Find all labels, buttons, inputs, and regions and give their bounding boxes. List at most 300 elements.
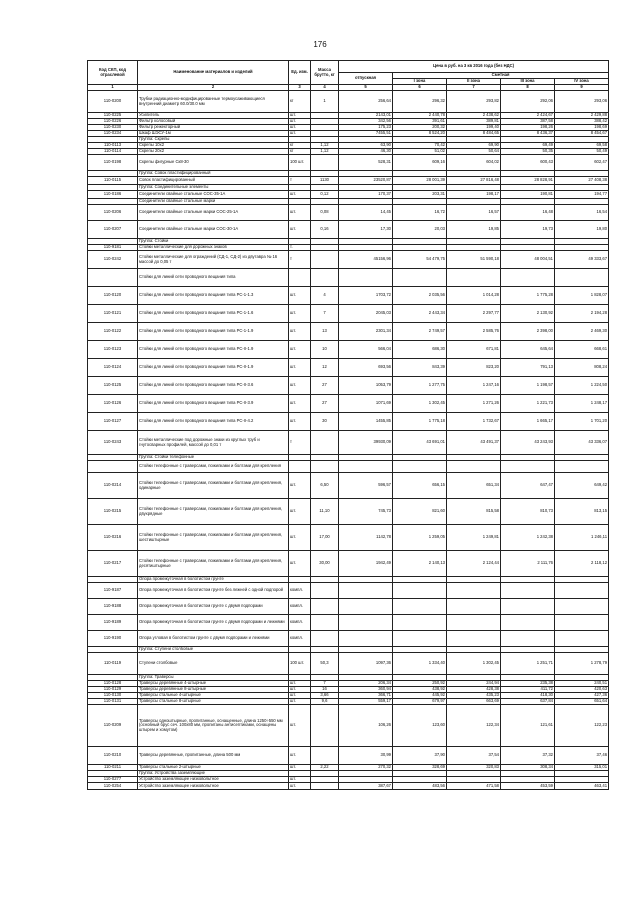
column-number: 1 (88, 85, 138, 91)
cell-name: Траверсы деревянные 4-штырные (138, 681, 289, 687)
cell-name: Стойки для линий сети проводного вещания типа РС-II-1.9 (138, 359, 289, 377)
cell-p9: 194,77 (555, 191, 609, 199)
cell-p9: 420,63 (555, 687, 609, 693)
cell-p8: 600,43 (501, 155, 555, 171)
cell-p6: 70,42 (393, 143, 447, 149)
cell-p7: 27 816,48 (447, 177, 501, 185)
cell-p6: 686,30 (393, 341, 447, 359)
cell-code: 110-0129 (88, 687, 138, 693)
cell-p6: 821,60 (393, 499, 447, 525)
cell-p7: 19,85 (447, 221, 501, 239)
cell-code: 110-0209 (88, 705, 138, 747)
cell-p6: 28 001,39 (393, 177, 447, 185)
cell-p8: 190,81 (501, 191, 555, 199)
cell-p6 (393, 583, 447, 599)
cell-p8 (501, 615, 555, 631)
cell-p6: 2 140,13 (393, 551, 447, 577)
cell-p6: 2 440,78 (393, 113, 447, 119)
cell-p7: 2 585,76 (447, 323, 501, 341)
cell-name: Стойки для линий сети проводного вещания типа РС-II-3.6 (138, 377, 289, 395)
cell-p6: 391,61 (393, 119, 447, 125)
cell-unit: 100 шт. (289, 653, 311, 675)
cell-code: 110-0207 (88, 221, 138, 239)
cell-p7: 671,81 (447, 341, 501, 359)
cell-code: 110-0114 (88, 149, 138, 155)
cell-p8: 418,30 (501, 693, 555, 699)
cell-mass: 12 (311, 359, 339, 377)
cell-name: Устройство заземляющее низковольтное (138, 783, 289, 790)
cell-p9: 198,69 (555, 125, 609, 131)
cell-p5: 2143,01 (339, 113, 393, 119)
cell-p8: 28 828,91 (501, 177, 555, 185)
cell-name: Группа: Совок пластифицированный (138, 171, 289, 177)
cell-code: 110-0186 (88, 191, 138, 199)
cell-mass (311, 269, 339, 287)
cell-p9: 2 194,28 (555, 305, 609, 323)
cell-p6 (393, 461, 447, 473)
cell-p8: 810,73 (501, 499, 555, 525)
table-row (88, 305, 609, 323)
cell-p6: 250,92 (393, 681, 447, 687)
cell-p5: 559,17 (339, 699, 393, 705)
cell-code: 110-9189 (88, 615, 138, 631)
cell-code: 110-0127 (88, 413, 138, 431)
cell-code: 110-0226 (88, 119, 138, 125)
cell-p7: 69,90 (447, 143, 501, 149)
cell-p5: 106,26 (339, 705, 393, 747)
cell-p7 (447, 615, 501, 631)
cell-name: Группа: Траверсы (138, 675, 289, 681)
cell-p6 (393, 615, 447, 631)
cell-p8: 647,47 (501, 473, 555, 499)
cell-p5: 693,56 (339, 359, 393, 377)
cell-unit: шт. (289, 221, 311, 239)
cell-p9: 602,47 (555, 155, 609, 171)
cell-p7: 293,82 (447, 91, 501, 113)
table-row (88, 287, 609, 305)
cell-code: 110-0115 (88, 177, 138, 185)
cell-p9: 649,42 (555, 473, 609, 499)
cell-name: Опора промежуточная в болотистом грунте с двумя подпорами (138, 599, 289, 615)
cell-p6: 2 443,34 (393, 305, 447, 323)
cell-p7: 50,64 (447, 149, 501, 155)
col-unit-header: Ед. изм. (289, 61, 311, 85)
col-name-header: Наименование материалов и изделий (138, 61, 289, 85)
cell-p9 (555, 599, 609, 615)
cell-unit: шт. (289, 205, 311, 221)
cell-p7: 1 014,28 (447, 287, 501, 305)
column-number: 5 (339, 85, 393, 91)
table-row (88, 653, 609, 675)
cell-p8 (501, 631, 555, 647)
cell-name: Опора промежуточная в болотистом грунте (138, 577, 289, 583)
cell-mass: 16 (311, 687, 339, 693)
cell-p9: 16,54 (555, 205, 609, 221)
column-number: 6 (393, 85, 447, 91)
cell-p9: 1 701,20 (555, 413, 609, 431)
cell-p5: 1071,69 (339, 395, 393, 413)
cell-name: Группа: Соединительные элементы (138, 185, 289, 191)
cell-p6: 8 524,20 (393, 131, 447, 137)
cell-p7: 1 302,45 (447, 653, 501, 675)
cell-name: Скрепы фигурные Ск8-30 (138, 155, 289, 171)
cell-p9: 315,01 (555, 765, 609, 771)
zone-3-header: III зона (501, 79, 555, 85)
cell-mass (311, 461, 339, 473)
cell-name: Стойки телефонные с траверсами, пожилками и болтами для крепления (138, 461, 289, 473)
cell-p7: 815,58 (447, 499, 501, 525)
cell-unit: шт. (289, 687, 311, 693)
cell-p5 (339, 615, 393, 631)
cell-code: 110-0122 (88, 323, 138, 341)
cell-unit: шт. (289, 341, 311, 359)
cell-name: Шкаф ШЭСУ-1м (138, 131, 289, 137)
cell-p5: 528,31 (339, 155, 393, 171)
cell-code: 110-0206 (88, 205, 138, 221)
cell-p7 (447, 599, 501, 615)
table-row (88, 747, 609, 765)
cell-p6: 54 479,75 (393, 251, 447, 269)
cell-name: Траверсы стальные 4-штырные (138, 693, 289, 699)
column-number: 3 (289, 85, 311, 91)
cell-mass: 10 (311, 341, 339, 359)
cell-name: Соединители свайные стальные марки СОС-30-1А (138, 221, 289, 239)
table-row (88, 783, 609, 790)
cell-unit: компл. (289, 631, 311, 647)
cell-p9: 813,15 (555, 499, 609, 525)
cell-p5: 1142,78 (339, 525, 393, 551)
cell-p8: 637,84 (501, 699, 555, 705)
cell-name: Стойки телефонные с траверсами, пожилками и болтами для крепления, одинарные (138, 473, 289, 499)
cell-p7: 823,20 (447, 359, 501, 377)
table-body (88, 91, 609, 790)
table-row (88, 431, 609, 455)
cell-p8: 37,32 (501, 747, 555, 765)
cell-p6 (393, 269, 447, 287)
cell-name: Стойки металлические для дорожных знаков (138, 245, 289, 251)
price-title: Цена в руб. на 3 кв 2016 года (без НДС) (339, 61, 609, 73)
cell-p7: 1 249,81 (447, 525, 501, 551)
cell-p9: 37,46 (555, 747, 609, 765)
cell-p8: 292,06 (501, 91, 555, 113)
cell-unit: т (289, 251, 311, 269)
cell-p5: 2301,34 (339, 323, 393, 341)
cell-name: Стойки металлические для ограждений (СД-1, СД-2) из двутавра № 16 массой до 0,05 т (138, 251, 289, 269)
cell-code: 110-0119 (88, 653, 138, 675)
table-row (88, 599, 609, 615)
cell-code: 110-0200 (88, 91, 138, 113)
cell-p7: 8 484,65 (447, 131, 501, 137)
cell-unit: шт. (289, 359, 311, 377)
cell-name: Группа: Скрепы (138, 137, 289, 143)
column-number: 2 (138, 85, 289, 91)
table-row (88, 705, 609, 747)
cell-p5: 596,57 (339, 473, 393, 499)
cell-unit: шт. (289, 191, 311, 199)
cell-p6: 328,69 (393, 765, 447, 771)
cell-p9: 668,61 (555, 341, 609, 359)
cell-name: Группа: Стойки телефонные (138, 455, 289, 461)
cell-p7: 37,54 (447, 747, 501, 765)
cell-p9: 19,80 (555, 221, 609, 239)
cell-p8: 1 775,28 (501, 287, 555, 305)
cell-unit: шт. (289, 525, 311, 551)
cell-code: 110-0234 (88, 131, 138, 137)
cell-p8: 1 251,71 (501, 653, 555, 675)
cell-mass: 9,6 (311, 699, 339, 705)
cell-mass: 0,12 (311, 191, 339, 199)
cell-name: Соединители свайные стальные СОС-35-1А (138, 191, 289, 199)
table-row (88, 473, 609, 499)
cell-p9: 1 248,17 (555, 395, 609, 413)
cell-name: Ступени столбовые (138, 653, 289, 675)
cell-p7: 1 247,16 (447, 377, 501, 395)
cell-p7: 435,23 (447, 693, 501, 699)
cell-unit: шт. (289, 777, 311, 783)
cell-mass: 4 (311, 287, 339, 305)
cell-p8 (501, 583, 555, 599)
cell-p8: 2 398,00 (501, 323, 555, 341)
cell-p8: 453,59 (501, 783, 555, 790)
cell-p9: 388,42 (555, 119, 609, 125)
cell-name: Фильтр режекторный (138, 125, 289, 131)
cell-mass (311, 783, 339, 790)
cell-p8: 2 130,92 (501, 305, 555, 323)
cell-p7: 43 491,37 (447, 431, 501, 455)
cell-name: Стойки для линий сети проводного вещания типа РС-1-1.9 (138, 323, 289, 341)
cell-p9 (555, 583, 609, 599)
cell-mass (311, 747, 339, 765)
cell-p9: 50,49 (555, 149, 609, 155)
cell-p5: 1942,49 (339, 551, 393, 577)
cell-unit: шт. (289, 681, 311, 687)
cell-p5: 360,94 (339, 687, 393, 693)
cell-code: 110-9188 (88, 599, 138, 615)
cell-code: 110-0128 (88, 681, 138, 687)
zone-2-header: II зона (447, 79, 501, 85)
cell-p7: 199,40 (447, 125, 501, 131)
cell-name: Стойки телефонные с траверсами, пожилками и болтами для крепления, десятиштырные (138, 551, 289, 577)
cell-p9: 240,51 (555, 681, 609, 687)
cell-code: 110-9187 (88, 583, 138, 599)
cell-code: 110-0277 (88, 777, 138, 783)
cell-p6 (393, 599, 447, 615)
cell-p7: 428,38 (447, 687, 501, 693)
cell-code: 110-0198 (88, 155, 138, 171)
cell-p6: 1 775,18 (393, 413, 447, 431)
cell-p9: 1 224,50 (555, 377, 609, 395)
cell-p7 (447, 269, 501, 287)
cell-code: 110-0215 (88, 499, 138, 525)
cell-p7: 122,34 (447, 705, 501, 747)
cell-code (88, 269, 138, 287)
cell-p6: 203,31 (393, 191, 447, 199)
cell-p6 (393, 631, 447, 647)
table-row (88, 221, 609, 239)
cell-p8: 308,34 (501, 765, 555, 771)
cell-mass: 3,66 (311, 693, 339, 699)
column-number: 9 (555, 85, 609, 91)
cell-name: Траверсы деревянные, пропитанные, длина 500 мм (138, 747, 289, 765)
table-row (88, 499, 609, 525)
cell-name: Траверсы одноштырные, пропитанные, оснащенные, длина 1250÷550 мм (основный брус сеч. 100х80 мм, пропитаны антисептиками, оснащены штырем и хомутом) (138, 705, 289, 747)
cell-name: Группа: Устройства заземляющие (138, 771, 289, 777)
cell-p7: 471,58 (447, 783, 501, 790)
cell-code: 110-0126 (88, 395, 138, 413)
cell-p9: 1 278,79 (555, 653, 609, 675)
cell-unit: шт. (289, 765, 311, 771)
cell-name: Усилитель (138, 113, 289, 119)
cell-unit: компл. (289, 583, 311, 599)
cell-p6: 2 749,57 (393, 323, 447, 341)
cell-unit: шт. (289, 395, 311, 413)
cell-p5: 256,64 (339, 91, 393, 113)
cell-p5: 46,30 (339, 149, 393, 155)
cell-p9: 293,06 (555, 91, 609, 113)
cell-name: Стойки для линий сети проводного вещания типа РС-II-1.9 (138, 341, 289, 359)
table-row (88, 377, 609, 395)
table-row (88, 155, 609, 171)
cell-p7: 320,83 (447, 765, 501, 771)
cell-mass: 7 (311, 305, 339, 323)
cell-unit: шт. (289, 113, 311, 119)
cell-p9: 122,23 (555, 705, 609, 747)
cell-mass: 1,12 (311, 143, 339, 149)
cell-mass (311, 705, 339, 747)
cell-name: Траверсы стальные 2-штырные (138, 765, 289, 771)
cell-p5: 342,56 (339, 119, 393, 125)
cell-p6: 37,90 (393, 747, 447, 765)
cell-unit: шт. (289, 783, 311, 790)
cell-p8: 8 436,37 (501, 131, 555, 137)
cell-p9: 2 469,30 (555, 323, 609, 341)
cell-p5: 270,32 (339, 765, 393, 771)
cell-code: 110-0214 (88, 473, 138, 499)
cell-name: Соединители свайные стальные марки СОС-25-1А (138, 205, 289, 221)
cell-name: Совок пластифицированный (138, 177, 289, 185)
cell-p9 (555, 615, 609, 631)
cell-code: 110-0120 (88, 287, 138, 305)
cell-name: Стойки телефонные с траверсами, пожилками и болтами для крепления, двухрядные (138, 499, 289, 525)
cell-p5: 7455,51 (339, 131, 393, 137)
cell-p7: 663,69 (447, 699, 501, 705)
cell-name: Группа: Ступени столбовые (138, 647, 289, 653)
table-row (88, 359, 609, 377)
cell-p5 (339, 461, 393, 473)
cell-p8: 645,64 (501, 341, 555, 359)
cell-mass: 11,10 (311, 499, 339, 525)
cell-unit: шт. (289, 747, 311, 765)
cell-mass: 0,08 (311, 205, 339, 221)
cell-name: Стойки для линий сети проводного вещания типа РС-II-3.9 (138, 395, 289, 413)
cell-unit: кг (289, 149, 311, 155)
table-row (88, 583, 609, 599)
zone-4-header: IV зона (555, 79, 609, 85)
cell-name: Фильтр колосовый (138, 119, 289, 125)
cell-p8 (501, 599, 555, 615)
table-row (88, 631, 609, 647)
cell-unit: шт. (289, 287, 311, 305)
cell-p7: 1 271,26 (447, 395, 501, 413)
cell-unit: шт. (289, 323, 311, 341)
cell-p9: 808,24 (555, 359, 609, 377)
cell-p6: 609,16 (393, 155, 447, 171)
cell-p6: 843,39 (393, 359, 447, 377)
cell-unit: шт. (289, 377, 311, 395)
cell-p8: 198,26 (501, 125, 555, 131)
cell-name: Опора угловая в болотистом грунте с двумя подпорами и лежнями (138, 631, 289, 647)
cell-name: Скрепы 10х2 (138, 143, 289, 149)
cell-code: 110-0243 (88, 431, 138, 455)
cell-p8: 1 221,73 (501, 395, 555, 413)
cell-p8: 235,38 (501, 681, 555, 687)
cell-p6: 123,60 (393, 705, 447, 747)
cell-unit: компл. (289, 599, 311, 615)
cell-p6: 679,97 (393, 699, 447, 705)
cell-p7: 51 590,18 (447, 251, 501, 269)
column-number: 7 (447, 85, 501, 91)
cell-p5: 23520,87 (339, 177, 393, 185)
cell-p5: 2045,03 (339, 305, 393, 323)
table-row (88, 191, 609, 199)
cell-mass: 30 (311, 413, 339, 431)
cell-p7 (447, 631, 501, 647)
cell-p6: 16,72 (393, 205, 447, 221)
cell-p8: 387,58 (501, 119, 555, 125)
cell-p5: 366,71 (339, 693, 393, 699)
table-row (88, 91, 609, 113)
cell-code: 110-0113 (88, 143, 138, 149)
cell-mass: 1 (311, 91, 339, 113)
cell-p8: 16,48 (501, 205, 555, 221)
cell-unit: кг (289, 143, 311, 149)
cell-unit: 100 шт. (289, 155, 311, 171)
cell-mass (311, 431, 339, 455)
cell-code: 110-0242 (88, 251, 138, 269)
cell-p9: 8 454,67 (555, 131, 609, 137)
cell-mass: 7 (311, 681, 339, 687)
cell-p9: 463,41 (555, 783, 609, 790)
cell-p8 (501, 461, 555, 473)
table-row (88, 323, 609, 341)
cell-p5: 1455,85 (339, 413, 393, 431)
cell-name: Стойки для линий сети проводного вещания типа (138, 269, 289, 287)
cell-p6: 656,15 (393, 473, 447, 499)
cell-p8: 48 004,51 (501, 251, 555, 269)
table-row (88, 461, 609, 473)
cell-code: 110-0121 (88, 305, 138, 323)
cell-name: Опора промежуточная в болотистом грунте с двумя подпорами и лежнями (138, 615, 289, 631)
cell-name: Скрепы 20х2 (138, 149, 289, 155)
cell-p6: 51,02 (393, 149, 447, 155)
cell-name: Стойки металлические под дорожные знаки из круглых труб и гнутосварных профилей, массой до 0,01 т (138, 431, 289, 455)
cell-p7: 1 732,67 (447, 413, 501, 431)
cell-p5: 566,04 (339, 341, 393, 359)
cell-mass (311, 631, 339, 647)
column-number: 8 (501, 85, 555, 91)
cell-unit (289, 461, 311, 473)
cell-p7: 2 297,77 (447, 305, 501, 323)
cell-mass: 27 (311, 395, 339, 413)
price-table (87, 60, 609, 790)
cell-p9: 2 118,12 (555, 551, 609, 577)
cell-p6: 20,03 (393, 221, 447, 239)
cell-p5: 63,90 (339, 143, 393, 149)
cell-p8: 43 243,93 (501, 431, 555, 455)
cell-code: 110-0217 (88, 551, 138, 577)
cell-p8: 1 242,38 (501, 525, 555, 551)
cell-mass: 1130 (311, 177, 339, 185)
